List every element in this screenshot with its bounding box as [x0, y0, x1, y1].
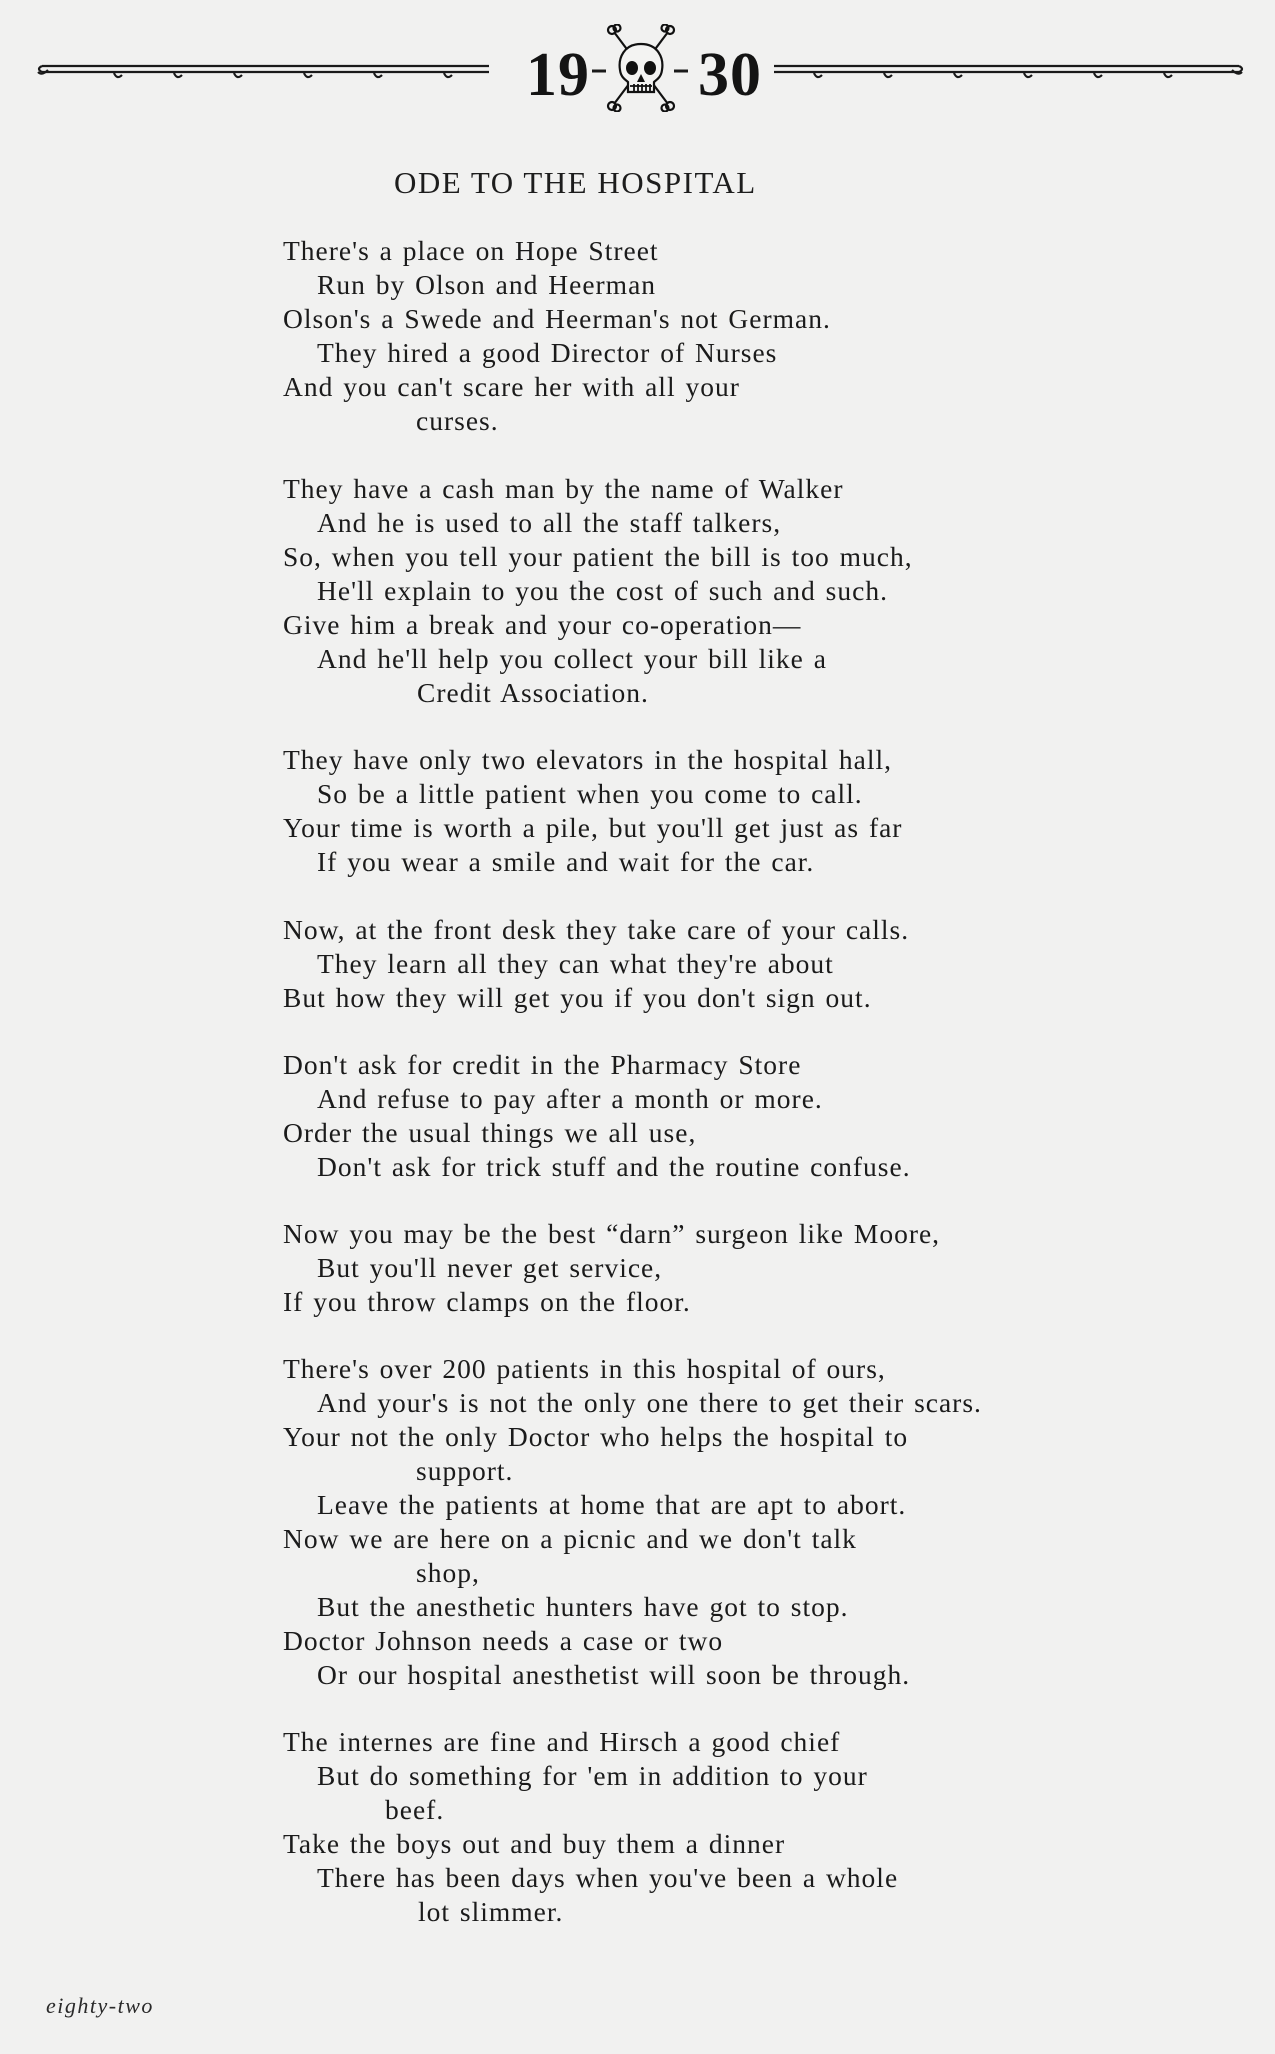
poem-line: There's a place on Hope Street [283, 235, 659, 266]
poem-line: shop, [416, 1557, 480, 1588]
page-number-label: eighty-two [46, 1993, 154, 2018]
poem-line: Now, at the front desk they take care of your calls. [283, 914, 910, 945]
poem-line: Olson's a Swede and Heerman's not German. [283, 303, 831, 334]
poem-line: Don't ask for credit in the Pharmacy Store [283, 1049, 802, 1080]
poem-line: Now you may be the best “darn” surgeon like Moore, [283, 1218, 941, 1249]
poem-line: But do something for 'em in addition to your [317, 1760, 868, 1791]
poem-line: They have only two elevators in the hospital hall, [283, 744, 892, 775]
year-left: 19 [526, 41, 590, 109]
poem-line: Leave the patients at home that are apt to abort. [317, 1489, 907, 1520]
poem-line: Now we are here on a picnic and we don't talk [283, 1523, 857, 1554]
poem-line: beef. [385, 1794, 445, 1825]
poem-line: lot slimmer. [418, 1896, 564, 1927]
poem-line: Don't ask for trick stuff and the routine confuse. [317, 1151, 911, 1182]
poem-line: Take the boys out and buy them a dinner [283, 1828, 786, 1859]
poem-line: There has been days when you've been a whole [317, 1862, 899, 1893]
poem-line: Your not the only Doctor who helps the hospital to [283, 1421, 909, 1452]
poem-line: If you wear a smile and wait for the car. [317, 846, 815, 877]
poem-line: There's over 200 patients in this hospital of ours, [283, 1353, 886, 1384]
poem-line: Run by Olson and Heerman [317, 269, 657, 300]
poem-line: The internes are fine and Hirsch a good chief [283, 1726, 841, 1757]
poem-line: They hired a good Director of Nurses [317, 337, 778, 368]
poem-line: He'll explain to you the cost of such and such. [317, 575, 888, 606]
year-right: 30 [698, 41, 762, 109]
poem-line: But you'll never get service, [317, 1252, 663, 1283]
poem-line: Doctor Johnson needs a case or two [283, 1625, 724, 1656]
poem-line: If you throw clamps on the floor. [283, 1286, 691, 1317]
header-ornament [34, 22, 1244, 112]
poem-title: ODE TO THE HOSPITAL [394, 165, 757, 200]
poem-line: Give him a break and your co-operation— [283, 609, 802, 640]
poem-line: They have a cash man by the name of Walker [283, 473, 844, 504]
poem-line: And he is used to all the staff talkers, [317, 507, 782, 538]
poem-line: And you can't scare her with all your [283, 371, 740, 402]
poem-line: And he'll help you collect your bill like a [317, 643, 827, 674]
poem-line: Or our hospital anesthetist will soon be through. [317, 1659, 911, 1690]
poem-line: Your time is worth a pile, but you'll get just as far [283, 812, 903, 843]
poem-line: support. [416, 1455, 514, 1486]
poem-line: So be a little patient when you come to call. [317, 778, 863, 809]
poem-line: But how they will get you if you don't sign out. [283, 982, 872, 1013]
poem-line: And your's is not the only one there to get their scars. [317, 1387, 982, 1418]
skull-and-crossbones-icon [606, 24, 676, 112]
poem-line: Order the usual things we all use, [283, 1117, 697, 1148]
poem-line: So, when you tell your patient the bill is too much, [283, 541, 913, 572]
poem-line: But the anesthetic hunters have got to stop. [317, 1591, 849, 1622]
poem-line: And refuse to pay after a month or more. [317, 1083, 823, 1114]
poem-line: Credit Association. [417, 677, 649, 708]
poem-line: curses. [416, 405, 499, 436]
poem-line: They learn all they can what they're about [317, 948, 834, 979]
